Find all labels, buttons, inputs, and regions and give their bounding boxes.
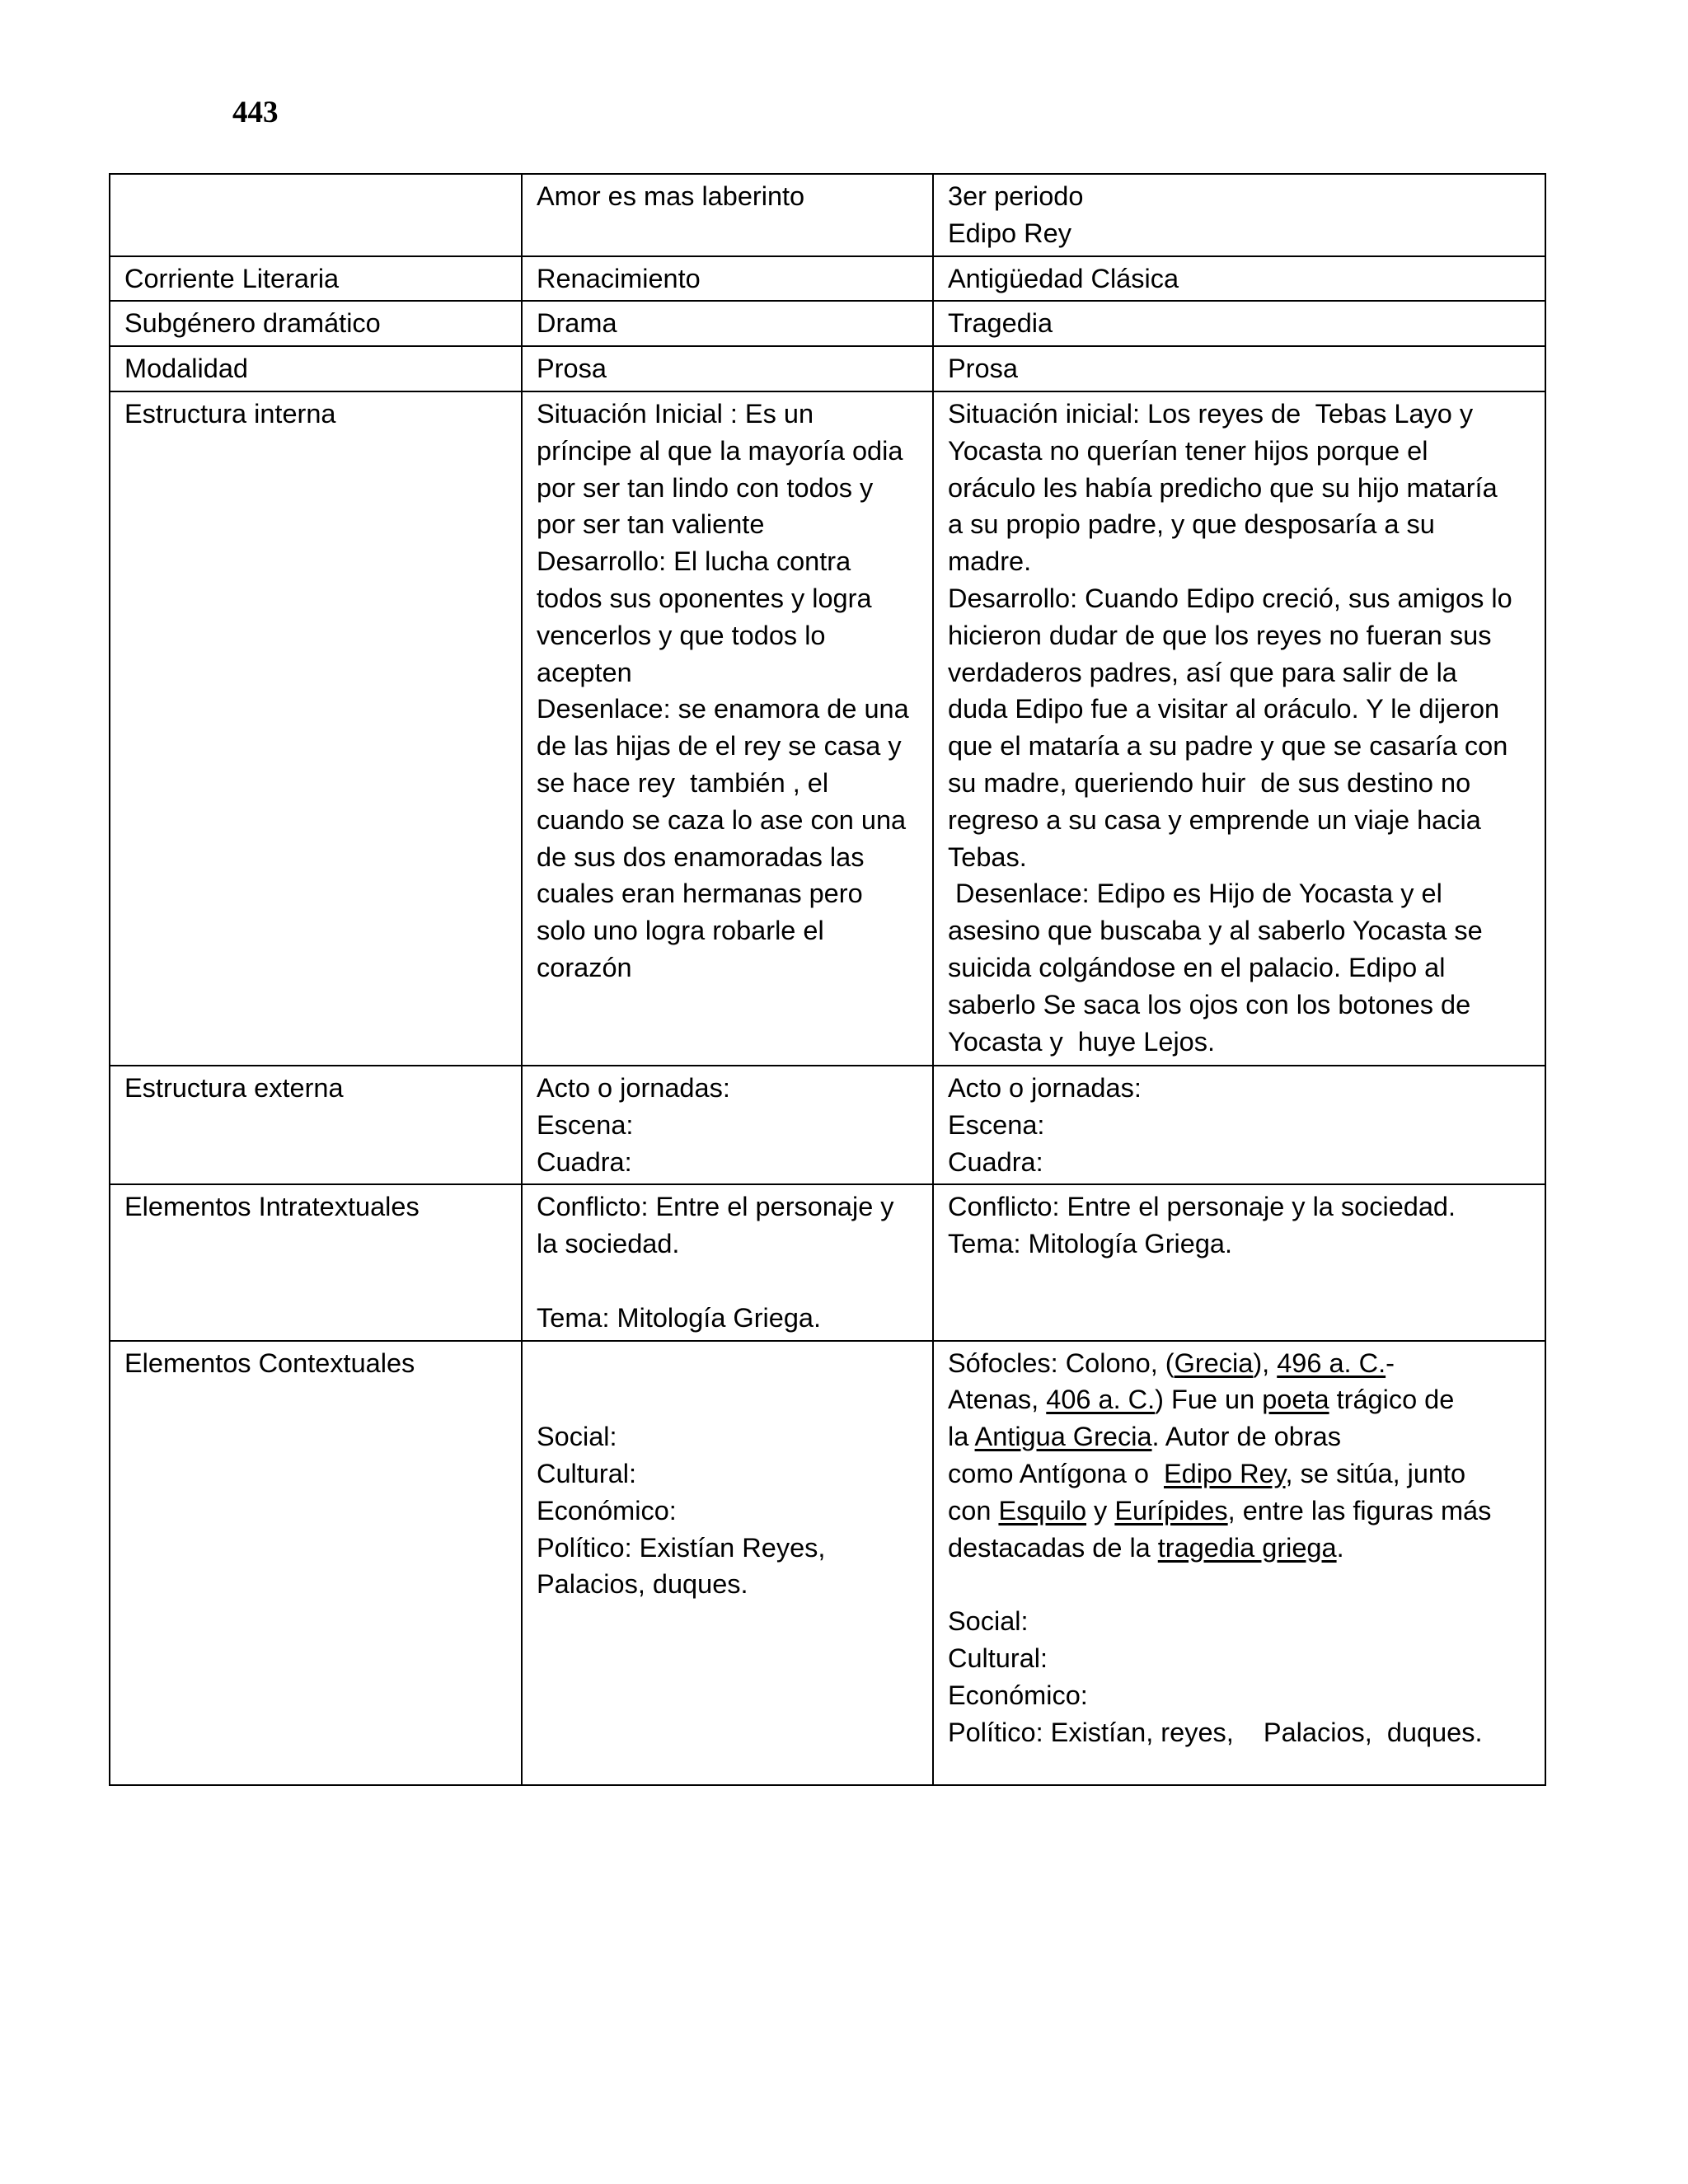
text-line: vencerlos y que todos lo [537, 620, 826, 650]
sofocles-line-4 [948, 1455, 1531, 1493]
text-run: . Autor de obras [1151, 1422, 1341, 1452]
text-line: Desarrollo: El lucha contra [537, 546, 851, 577]
sofocles-line-2 [948, 1381, 1531, 1418]
row-label: Subgénero dramático [110, 301, 522, 346]
blank-line [537, 1263, 919, 1300]
text-line: solo uno logra robarle el [537, 916, 824, 946]
row-amor-value: Drama [522, 301, 933, 346]
sofocles-line-1 [948, 1345, 1531, 1382]
text-line: cuando se caza lo ase con una [537, 804, 907, 835]
header-edipo-cell [933, 174, 1545, 256]
text-line: asesino que buscaba y al saberlo Yocasta se [948, 916, 1483, 946]
table-row [110, 256, 1545, 302]
text-line: cuales eran hermanas pero [537, 879, 863, 909]
text-line: hicieron dudar de que los reyes no fueran sus [948, 620, 1492, 650]
text-line: Político: Existían Reyes, [537, 1532, 826, 1563]
text-line: Económico: [948, 1680, 1088, 1710]
intratextuales-amor [522, 1184, 933, 1340]
text-line: Tebas. [948, 841, 1027, 872]
text-line: verdaderos padres, así que para salir de la [948, 657, 1457, 687]
text-line: Escena: [537, 1109, 634, 1140]
link-antigua-grecia[interactable]: Antigua Grecia [974, 1422, 1152, 1452]
text-run: ), [1253, 1347, 1278, 1378]
text-line: príncipe al que la mayoría odia [537, 435, 903, 466]
text-line: Conflicto: Entre el personaje y [537, 1192, 894, 1222]
contextuales-edipo [933, 1341, 1545, 1785]
text-line: Cultural: [537, 1458, 637, 1488]
text-line: acepten [537, 657, 632, 687]
text-line: Cuadra: [537, 1146, 632, 1177]
text-line: Escena: [948, 1109, 1045, 1140]
row-edipo-value: Tragedia [933, 301, 1545, 346]
text-run: la [948, 1422, 975, 1452]
row-amor-value: Renacimiento [522, 256, 933, 302]
text-line: Desenlace: Edipo es Hijo de Yocasta y el [948, 879, 1442, 909]
text-line: Desenlace: se enamora de una [537, 694, 909, 724]
text-run: Sófocles: Colono, ( [948, 1347, 1175, 1378]
row-amor-value: Prosa [522, 346, 933, 391]
estructura-interna-amor [522, 391, 933, 1066]
text-line: Desarrollo: Cuando Edipo creció, sus amigos lo [948, 583, 1512, 613]
blank-line [537, 1381, 919, 1418]
text-line: Económico: [537, 1495, 677, 1526]
estructura-interna-edipo [933, 391, 1545, 1066]
header-amor-cell [522, 174, 933, 256]
text-line: se hace rey también , el [537, 767, 829, 798]
text-line: que el mataría a su padre y que se casaría con [948, 731, 1508, 762]
row-label: Elementos Intratextuales [110, 1184, 522, 1340]
comparison-table [109, 173, 1546, 1786]
row-edipo-value: Prosa [933, 346, 1545, 391]
text-line: Social: [948, 1606, 1029, 1637]
text-line: la sociedad. [537, 1229, 680, 1259]
text-line: a su propio padre, y que desposaría a su [948, 509, 1435, 540]
text-run: . [1336, 1532, 1344, 1563]
header-edipo-period: 3er periodo [948, 181, 1084, 211]
sofocles-line-3 [948, 1418, 1531, 1455]
table-header-row [110, 174, 1545, 256]
text-run: trágico de [1329, 1385, 1455, 1415]
blank-line [948, 1566, 1531, 1603]
link-esquilo[interactable]: Esquilo [998, 1495, 1087, 1526]
text-line: Situación inicial: Los reyes de Tebas Layo y [948, 398, 1474, 429]
row-label: Modalidad [110, 346, 522, 391]
text-line: Tema: Mitología Griega. [948, 1229, 1233, 1259]
text-run: - [1386, 1347, 1395, 1378]
text-line: de sus dos enamoradas las [537, 841, 865, 872]
text-run: y [1086, 1495, 1115, 1526]
text-line: regreso a su casa y emprende un viaje hacia [948, 804, 1481, 835]
link-tragedia-griega[interactable]: tragedia griega [1157, 1532, 1337, 1563]
blank-line [537, 1345, 919, 1382]
text-line: Acto o jornadas: [948, 1072, 1142, 1103]
link-edipo-rey[interactable]: Edipo Rey [1163, 1458, 1286, 1488]
contextuales-amor [522, 1341, 933, 1785]
link-496-ac[interactable]: 496 a. C. [1277, 1347, 1386, 1378]
text-line: por ser tan lindo con todos y [537, 472, 874, 503]
text-line: madre. [948, 546, 1032, 577]
table-row [110, 301, 1545, 346]
header-edipo-title: Edipo Rey [948, 218, 1071, 248]
text-line: Político: Existían, reyes, Palacios, duques. [948, 1717, 1483, 1747]
link-poeta[interactable]: poeta [1262, 1385, 1329, 1415]
link-euripides[interactable]: Eurípides [1114, 1495, 1228, 1526]
text-run: , se sitúa, junto [1285, 1458, 1466, 1488]
row-label: Corriente Literaria [110, 256, 522, 302]
text-line: Situación Inicial : Es un [537, 398, 814, 429]
row-label: Estructura interna [110, 391, 522, 1066]
text-line: suicida colgándose en el palacio. Edipo al [948, 952, 1446, 982]
text-line: por ser tan valiente [537, 509, 765, 540]
text-line: Yocasta y huye Lejos. [948, 1026, 1216, 1057]
estructura-externa-amor [522, 1066, 933, 1184]
text-line: Cuadra: [948, 1146, 1043, 1177]
text-line: Cultural: [948, 1643, 1048, 1673]
link-grecia[interactable]: Grecia [1174, 1347, 1254, 1378]
text-line: todos sus oponentes y logra [537, 583, 872, 613]
text-line: saberlo Se saca los ojos con los botones de [948, 989, 1471, 1019]
text-line: su madre, queriendo huir de sus destino no [948, 767, 1471, 798]
row-label: Estructura externa [110, 1066, 522, 1184]
sofocles-line-6 [948, 1530, 1531, 1567]
row-label: Elementos Contextuales [110, 1341, 522, 1785]
intratextuales-row [110, 1184, 1545, 1340]
text-line: Acto o jornadas: [537, 1072, 730, 1103]
row-edipo-value: Antigüedad Clásica [933, 256, 1545, 302]
text-line: duda Edipo fue a visitar al oráculo. Y le dijeron [948, 694, 1500, 724]
text-line: Yocasta no querían tener hijos porque el [948, 435, 1428, 466]
text-line: oráculo les había predicho que su hijo mataría [948, 472, 1498, 503]
text-run: Atenas, [948, 1385, 1047, 1415]
link-406-ac[interactable]: 406 a. C. [1046, 1385, 1156, 1415]
text-run: con [948, 1495, 999, 1526]
estructura-externa-edipo [933, 1066, 1545, 1184]
text-line: Tema: Mitología Griega. [537, 1302, 822, 1333]
text-run: destacadas de la [948, 1532, 1158, 1563]
text-line: Palacios, duques. [537, 1569, 748, 1600]
sofocles-line-5 [948, 1493, 1531, 1530]
text-line: corazón [537, 952, 632, 982]
text-run: como Antígona o [948, 1458, 1164, 1488]
intratextuales-edipo [933, 1184, 1545, 1340]
header-amor-title: Amor es mas laberinto [537, 181, 805, 211]
text-run: ) Fue un [1155, 1385, 1263, 1415]
text-line: Conflicto: Entre el personaje y la sociedad. [948, 1192, 1456, 1222]
contextuales-row [110, 1341, 1545, 1785]
text-line: Social: [537, 1422, 617, 1452]
table-row [110, 346, 1545, 391]
estructura-externa-row [110, 1066, 1545, 1184]
header-label-cell [110, 174, 522, 256]
text-line: de las hijas de el rey se casa y [537, 731, 902, 762]
estructura-interna-row [110, 391, 1545, 1066]
page-number: 443 [232, 96, 279, 129]
text-run: , entre las figuras más [1227, 1495, 1492, 1526]
